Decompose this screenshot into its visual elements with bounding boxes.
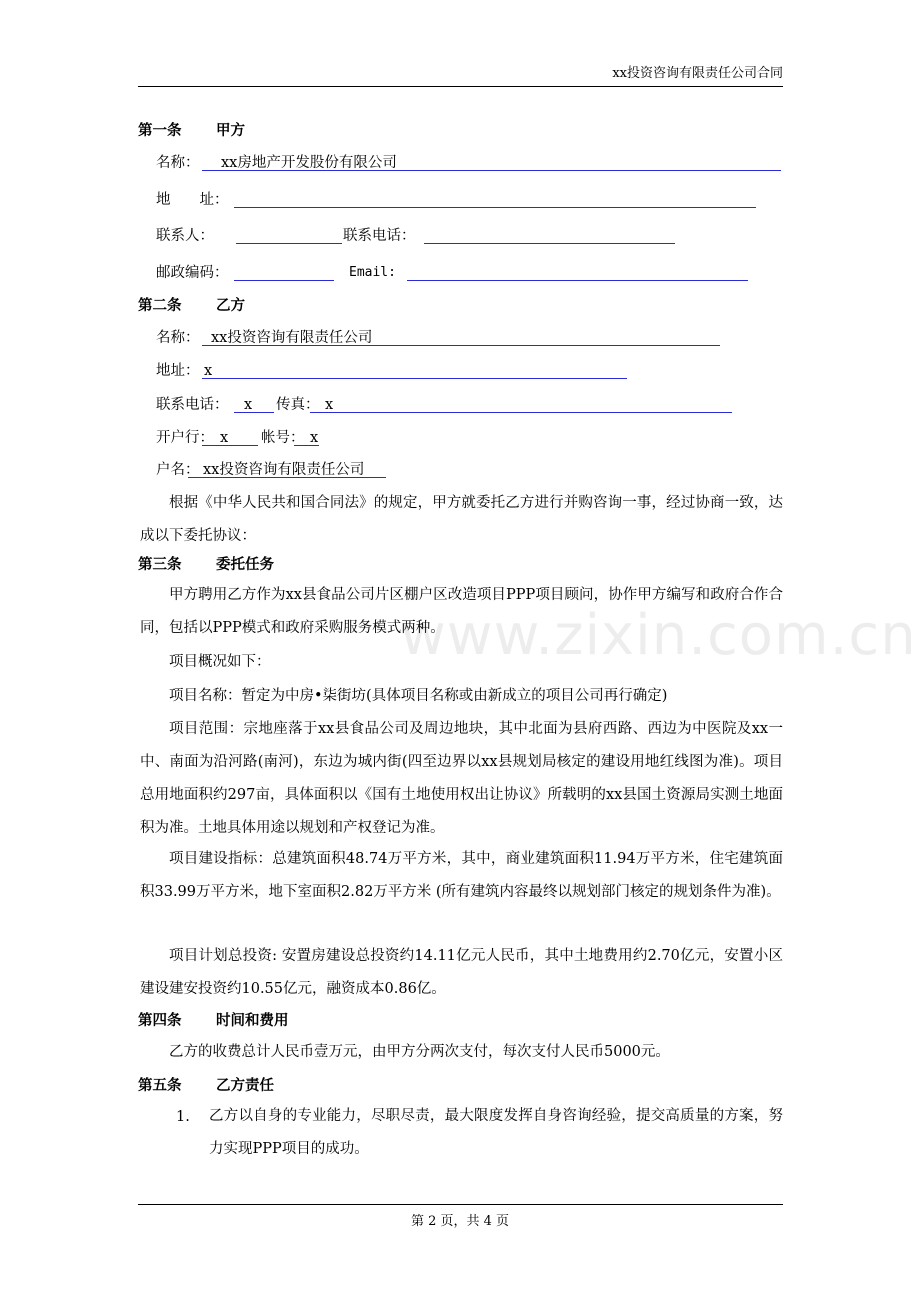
party-a-postcode-underline — [234, 280, 334, 281]
party-b-address-value: x — [204, 363, 213, 379]
article-5-number: 第五条 — [138, 1077, 182, 1094]
article-3-para-5: 项目建设指标：总建筑面积48.74万平方米，其中，商业建筑面积11.94万平方米，住宅建筑面积33.99万平方米，地下室面积2.82万平方米 (所有建筑内容最终以规划部门核定的规划条件为准)。 — [140, 851, 783, 900]
party-a-address-underline — [234, 207, 756, 208]
party-a-email-label: Email: — [349, 265, 396, 280]
intro-paragraph: 根据《中华人民共和国合同法》的规定，甲方就委托乙方进行并购咨询一事，经过协商一致，达成以下委托协议： — [140, 495, 783, 544]
party-a-name-label: 名称： — [156, 155, 200, 171]
party-a-phone-label: 联系电话： — [343, 228, 416, 244]
party-a-name-underline — [202, 170, 781, 171]
party-b-name-value: xx投资咨询有限责任公司 — [211, 330, 373, 346]
article-5-title: 乙方责任 — [216, 1077, 274, 1094]
party-b-account-label: 帐号： — [261, 430, 305, 446]
article-4-para-1: 乙方的收费总计人民币壹万元，由甲方分两次支付，每次支付人民币5000元。 — [169, 1044, 670, 1060]
party-b-phone-underline — [234, 412, 274, 413]
party-b-name-underline — [202, 345, 720, 346]
party-a-name-value: xx房地产开发股份有限公司 — [221, 155, 397, 171]
article-3-para-1: 甲方聘用乙方作为xx县食品公司片区棚户区改造项目PPP项目顾问，协作甲方编写和政府合作合同，包括以PPP模式和政府采购服务模式两种。 — [140, 587, 783, 636]
party-b-name-label: 名称： — [156, 330, 200, 346]
party-a-phone-underline — [424, 243, 675, 244]
party-a-address-label: 地 址： — [156, 192, 229, 208]
party-a-contact-label: 联系人： — [156, 228, 214, 244]
article-3-heading — [138, 555, 274, 575]
article-3-para-2: 项目概况如下： — [169, 654, 271, 670]
party-a-postcode-label: 邮政编码： — [156, 265, 229, 281]
article-5-item-1-text: 乙方以自身的专业能力，尽职尽责，最大限度发挥自身咨询经验，提交高质量的方案，努力实现PPP项目的成功。 — [209, 1108, 783, 1157]
article-3-para-3: 项目名称：暂定为中房•柒街坊(具体项目名称或由新成立的项目公司再行确定) — [169, 688, 668, 704]
article-1-title: 甲方 — [216, 122, 245, 139]
article-5-item-1-number: 1. — [176, 1109, 190, 1125]
party-b-address-label: 地址： — [156, 363, 200, 379]
party-b-holder-label: 户名： — [156, 462, 200, 478]
party-b-holder-value: xx投资咨询有限责任公司 — [203, 462, 365, 478]
article-3-para-4: 项目范围：宗地座落于xx县食品公司及周边地块，其中北面为县府西路、西边为中医院及xx一中、南面为沿河路(南河)，东边为城内街(四至边界以xx县规划局核定的建设用地红线图为准)。项目总用地面积约297亩，具体面积以《国有土地使用权出让协议》所载明的xx县国土资源局实测土地面积为准。土地具体用途以规划和产权登记为准。 — [140, 721, 783, 836]
article-1-heading — [138, 121, 245, 141]
article-5-heading — [138, 1076, 274, 1096]
party-b-address-underline — [202, 378, 627, 379]
page-footer: 第 2 页，共 4 页 — [410, 1214, 510, 1229]
party-b-fax-label: 传真： — [276, 397, 320, 413]
article-4-heading — [138, 1011, 289, 1031]
page-header: xx投资咨询有限责任公司合同 — [138, 66, 783, 87]
watermark: www.zixin.com.cn — [400, 603, 917, 668]
article-2-heading — [138, 296, 245, 316]
article-2-title: 乙方 — [216, 297, 245, 314]
article-1-number: 第一条 — [138, 122, 182, 139]
footer-rule — [138, 1204, 783, 1205]
party-b-holder-underline — [188, 477, 386, 478]
article-3-title: 委托任务 — [216, 556, 274, 573]
party-b-account-value: x — [310, 430, 319, 446]
article-3-para-6: 项目计划总投资: 安置房建设总投资约14.11亿元人民币，其中土地费用约2.70亿元，安置小区建设建安投资约10.55亿元，融资成本0.86亿。 — [140, 948, 783, 997]
party-b-bank-underline — [202, 445, 258, 446]
article-2-number: 第二条 — [138, 297, 182, 314]
party-b-bank-value: x — [220, 430, 229, 446]
article-4-title: 时间和费用 — [216, 1012, 289, 1029]
party-b-bank-label: 开户行： — [156, 430, 214, 446]
article-4-number: 第四条 — [138, 1012, 182, 1029]
party-b-phone-value: x — [244, 397, 253, 413]
party-a-contact-underline — [236, 243, 342, 244]
article-3-number: 第三条 — [138, 556, 182, 573]
party-b-fax-value: x — [325, 397, 334, 413]
party-b-phone-label: 联系电话： — [156, 397, 229, 413]
party-a-email-underline — [407, 280, 748, 281]
party-b-fax-underline — [310, 412, 732, 413]
party-b-account-underline — [294, 445, 319, 446]
